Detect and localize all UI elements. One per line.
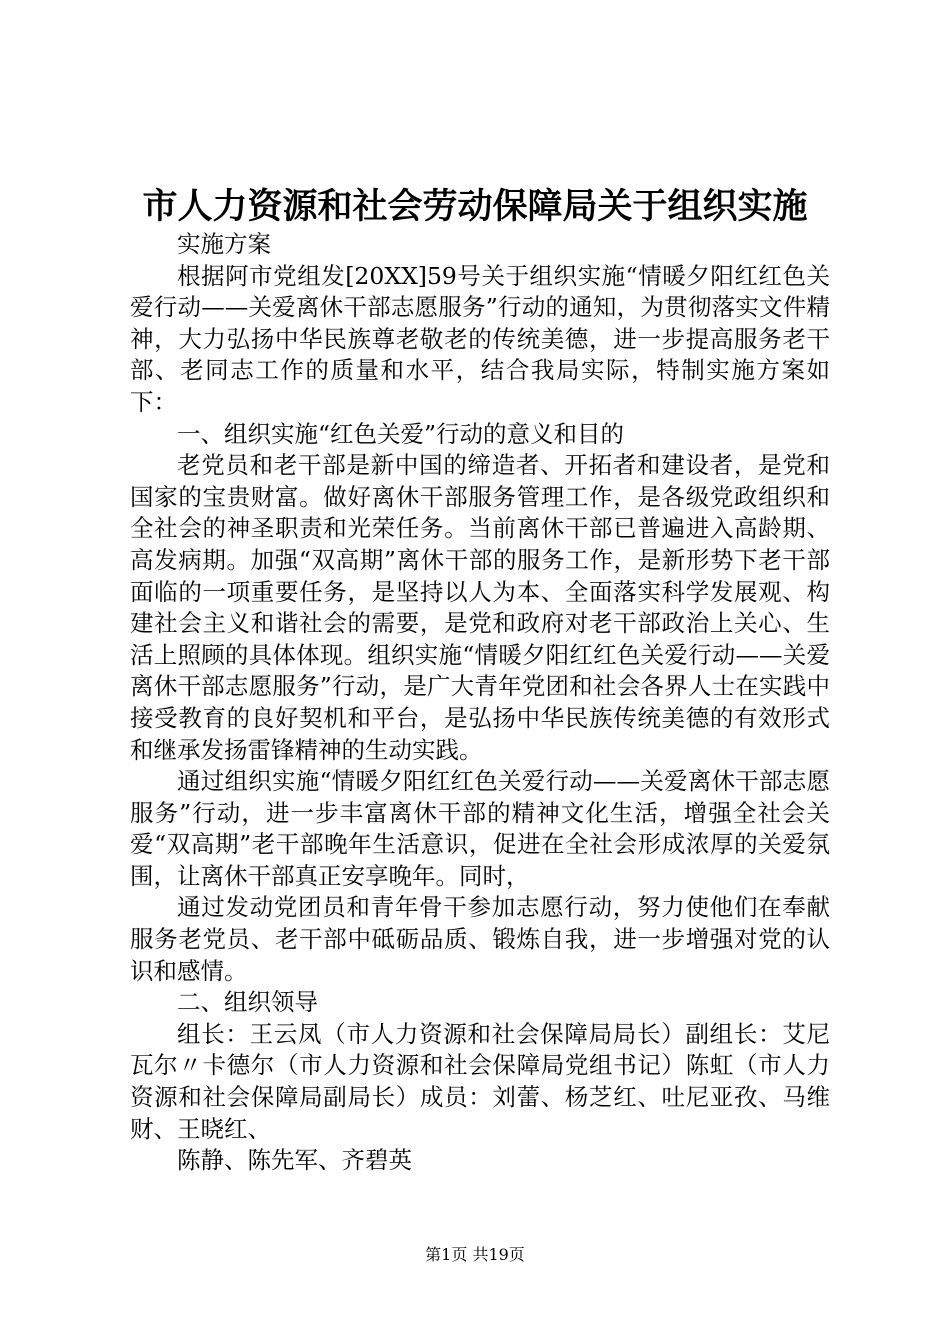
paragraph: 通过发动党团员和青年骨干参加志愿行动，努力使他们在奉献服务老党员、老干部中砥砺品质、锻炼自我，进一步增强对党的认识和感情。: [130, 893, 830, 985]
document-title: 市人力资源和社会劳动保障局关于组织实施: [142, 186, 808, 227]
page-footer: 第1页 共19页: [425, 1245, 525, 1264]
document-body: [130, 229, 830, 1177]
paragraph: 组长：王云凤（市人力资源和社会保障局局长）副组长：艾尼瓦尔〃卡德尔（市人力资源和社会保障局党组书记）陈虹（市人力资源和社会保障局副局长）成员：刘蕾、杨芝红、吐尼亚孜、马维财、王晓红、: [130, 1019, 830, 1143]
paragraph: 通过组织实施“情暖夕阳红红色关爱行动——关爱离休干部志愿服务”行动，进一步丰富离休干部的精神文化生活，增强全社会关爱“双高期”老干部晚年生活意识，促进在全社会形成浓厚的关爱氛围，让离休干部真正安享晚年。同时，: [130, 767, 830, 890]
paragraph: 陈静、陈先军、齐碧英: [177, 1146, 412, 1175]
paragraph: 老党员和老干部是新中国的缔造者、开拓者和建设者，是党和国家的宝贵财富。做好离休干部服务管理工作，是各级党政组织和全社会的神圣职责和光荣任务。当前离休干部已普遍进入高龄期、高发病期。加强“双高期”离休干部的服务工作，是新形势下老干部面临的一项重要任务，是坚持以人为本、全面落实科学发展观、构建社会主义和谐社会的需要，是党和政府对老干部政治上关心、生活上照顾的具体体现。组织实施“情暖夕阳红红色关爱行动——关爱离休干部志愿服务”行动，是广大青年党团和社会各界人士在实践中接受教育的良好契机和平台，是弘扬中华民族传统美德的有效形式和继承发扬雷锋精神的生动实践。: [130, 451, 830, 764]
section-heading: 二、组织领导: [177, 988, 318, 1017]
paragraph: 实施方案: [177, 230, 271, 258]
section-heading: 一、组织实施“红色关爱”行动的意义和目的: [177, 419, 625, 448]
paragraph: 根据阿市党组发[20XX]59号关于组织实施“情暖夕阳红红色关爱行动——关爱离休干部志愿服务”行动的通知，为贯彻落实文件精神，大力弘扬中华民族尊老敬老的传统美德，进一步提高服务老干部、老同志工作的质量和水平，结合我局实际，特制实施方案如下：: [130, 261, 830, 416]
